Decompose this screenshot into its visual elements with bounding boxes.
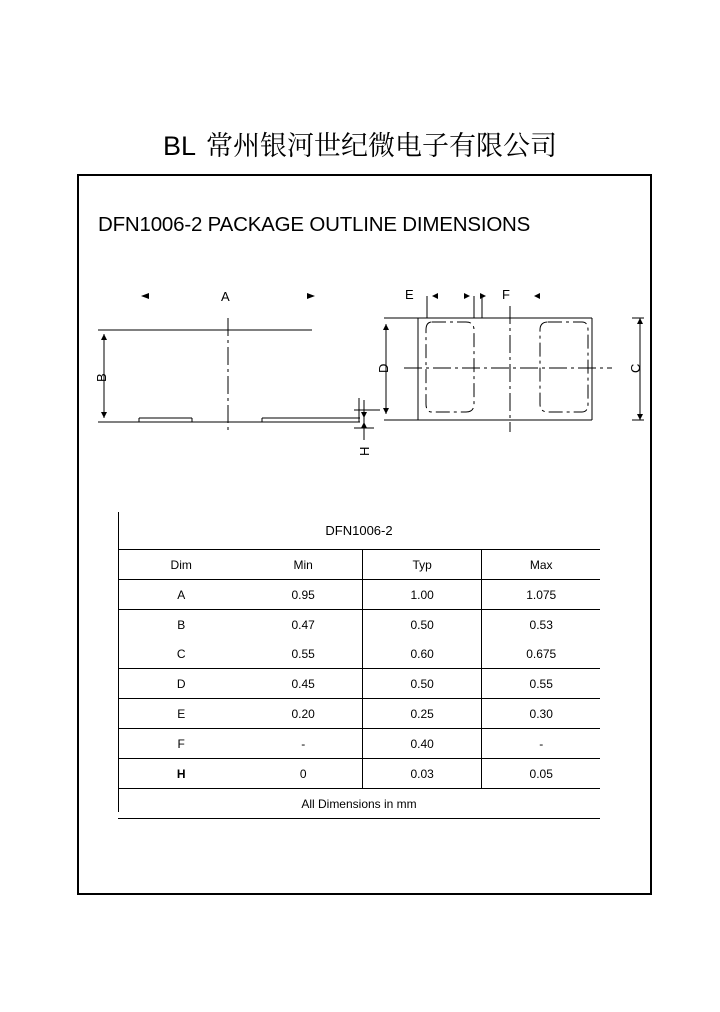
cell-max: 0.675 bbox=[482, 639, 600, 669]
cell-max: 1.075 bbox=[482, 580, 600, 610]
cell-typ: 0.50 bbox=[362, 669, 482, 699]
cell-dim: F bbox=[118, 729, 244, 759]
table-title-row bbox=[118, 512, 600, 550]
company-code: BL bbox=[162, 131, 197, 161]
table-row bbox=[118, 580, 600, 610]
document-heading: DFN1006-2 PACKAGE OUTLINE DIMENSIONS bbox=[98, 213, 531, 236]
cell-dim: H bbox=[118, 759, 244, 789]
table-footer: All Dimensions in mm bbox=[118, 789, 600, 819]
cell-typ: 0.50 bbox=[362, 610, 482, 640]
table-row bbox=[118, 639, 600, 669]
cell-min: 0.47 bbox=[291, 617, 315, 632]
dim-label-F: F bbox=[502, 287, 510, 302]
cell-typ: 1.00 bbox=[362, 580, 482, 610]
cell-dim: B bbox=[177, 617, 186, 632]
table-row bbox=[118, 610, 600, 640]
cell-max: 0.30 bbox=[482, 699, 600, 729]
company-name: 常州银河世纪微电子有限公司 bbox=[206, 131, 558, 162]
header-dim: Dim bbox=[118, 550, 244, 580]
cell-max: 0.55 bbox=[482, 669, 600, 699]
cell-max: - bbox=[482, 729, 600, 759]
dim-label-D: D bbox=[376, 363, 391, 373]
table-row bbox=[118, 759, 600, 789]
cell-min: 0 bbox=[244, 759, 362, 789]
cell-dim: C bbox=[118, 639, 244, 669]
cell-max: 0.53 bbox=[482, 610, 600, 640]
cell-min: - bbox=[244, 729, 362, 759]
cell-max: 0.05 bbox=[482, 759, 600, 789]
cell-typ: 0.40 bbox=[362, 729, 482, 759]
table-row bbox=[118, 669, 600, 699]
cell-typ: 0.03 bbox=[362, 759, 482, 789]
bottom-view bbox=[384, 296, 644, 432]
cell-typ: 0.60 bbox=[362, 639, 482, 669]
table-title: DFN1006-2 bbox=[118, 512, 600, 550]
dim-label-B: B bbox=[94, 373, 109, 382]
dim-label-E: E bbox=[405, 287, 414, 302]
dim-label-A: A bbox=[221, 289, 230, 304]
cell-dim: A bbox=[118, 580, 244, 610]
dim-label-C: C bbox=[628, 363, 643, 373]
cell-dim: D bbox=[118, 669, 244, 699]
header-typ: Typ bbox=[362, 550, 482, 580]
header-max: Max bbox=[482, 550, 600, 580]
cell-min: 0.45 bbox=[244, 669, 362, 699]
table-header-row bbox=[118, 550, 600, 580]
dim-label-H: H bbox=[357, 446, 372, 456]
table-row bbox=[118, 729, 600, 759]
cell-typ: 0.25 bbox=[362, 699, 482, 729]
header-min: Min bbox=[244, 550, 362, 580]
dimensions-table bbox=[118, 512, 600, 819]
cell-min: 0.55 bbox=[244, 639, 362, 669]
cell-min: 0.95 bbox=[244, 580, 362, 610]
side-view bbox=[98, 318, 380, 440]
cell-min: 0.20 bbox=[244, 699, 362, 729]
table-row bbox=[118, 699, 600, 729]
table-footer-row bbox=[118, 789, 600, 819]
cell-dim: E bbox=[118, 699, 244, 729]
